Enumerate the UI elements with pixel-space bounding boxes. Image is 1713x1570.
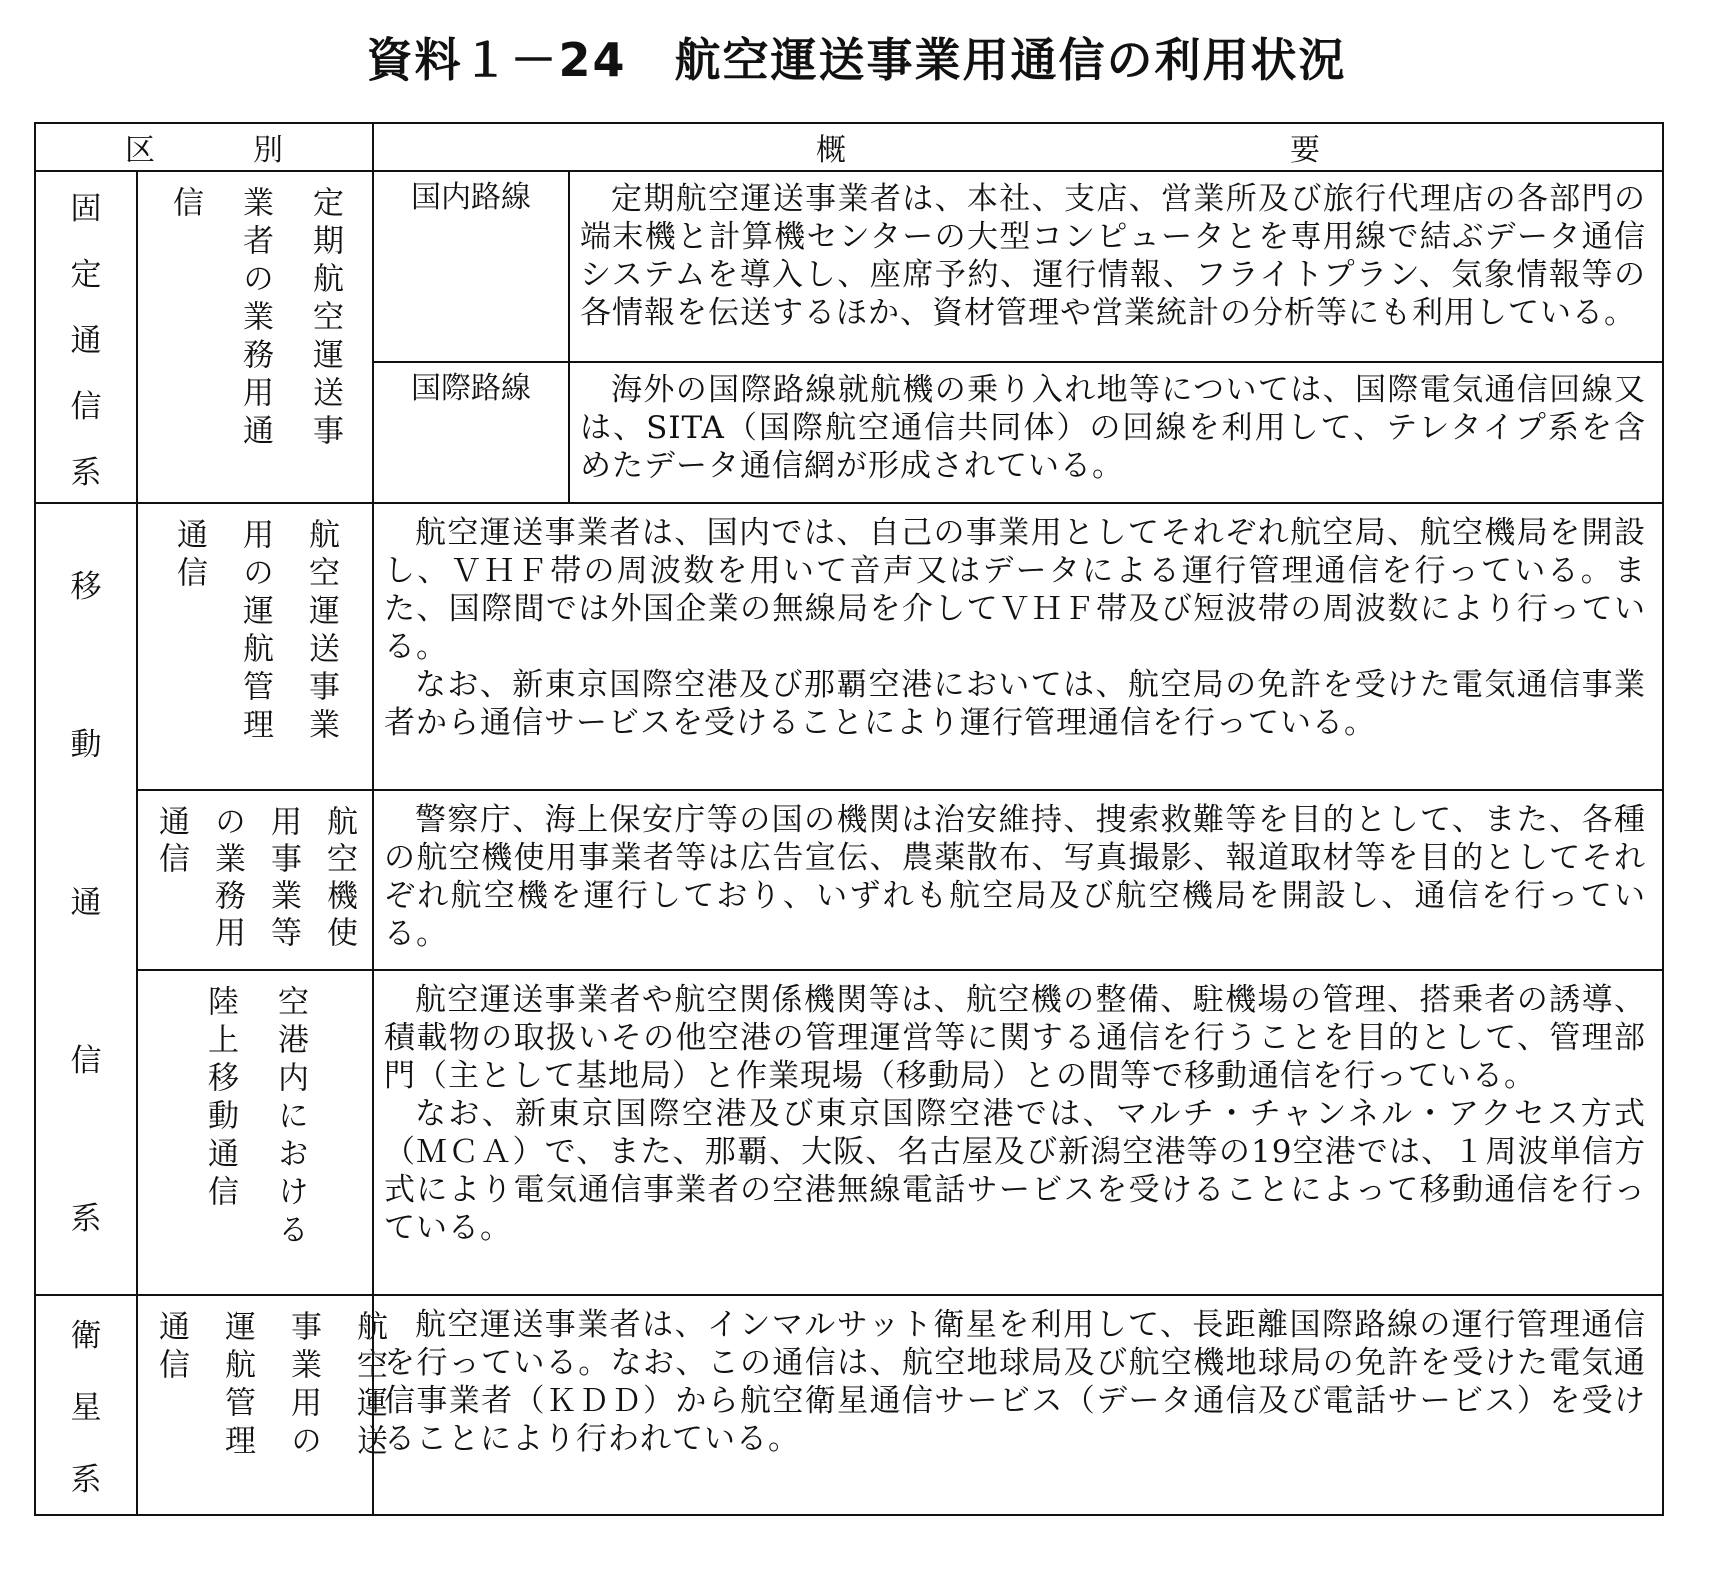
table-header-row bbox=[35, 123, 1663, 171]
description-ops bbox=[373, 503, 1663, 790]
header-kubun bbox=[35, 123, 373, 171]
category-char: 星 bbox=[70, 1389, 102, 1426]
header-gaiyo-char: 概 bbox=[816, 133, 846, 168]
subcategory-ops bbox=[137, 503, 373, 790]
table-row-satellite bbox=[35, 1295, 1663, 1515]
category-char: 系 bbox=[70, 1461, 102, 1498]
table-row-mobile-aerial bbox=[35, 790, 1663, 970]
header-gaiyo-char: 要 bbox=[1290, 133, 1320, 168]
description-text: 航空運送事業者は、国内では、自己の事業用としてそれぞれ航空局、航空機局を開設し、ＶＨＦ帯の周波数を用いて音声又はデータによる運行管理通信を行っている。また、国際間では外国企業の無線局を介してＶＨＦ帯及び短波帯の周波数により行っている。 bbox=[384, 515, 1646, 665]
route-label-domestic: 国内路線 bbox=[373, 171, 569, 362]
usage-table bbox=[34, 122, 1664, 1516]
subcategory-fixed bbox=[137, 171, 373, 503]
category-char: 移 bbox=[70, 568, 102, 605]
description-domestic bbox=[569, 171, 1663, 362]
subcategory-label: 航空機使用事業等の業務用通信 bbox=[153, 804, 357, 953]
subcategory-satellite bbox=[137, 1295, 387, 1515]
subcategory-airport bbox=[137, 970, 373, 1295]
description-aerial bbox=[373, 790, 1663, 970]
document-title: 資料１－24 航空運送事業用通信の利用状況 bbox=[366, 33, 1347, 87]
category-satellite bbox=[35, 1295, 137, 1515]
header-kubun-char: 別 bbox=[253, 133, 283, 168]
description-text: なお、新東京国際空港及び那覇空港においては、航空局の免許を受けた電気通信事業者から通信サービスを受けることにより運行管理通信を行っている。 bbox=[384, 667, 1646, 741]
table-row-mobile-airport bbox=[35, 970, 1663, 1295]
description-airport bbox=[373, 970, 1663, 1295]
description-text: なお、新東京国際空港及び東京国際空港では、マルチ・チャンネル・アクセス方式（ＭＣＡ）で、また、那覇、大阪、名古屋及び新潟空港等の19空港では、１周波単信方式により電気通信事業者の空港無線電話サービスを受けることによって移動通信を行っている。 bbox=[384, 1096, 1646, 1247]
category-char: 系 bbox=[70, 1200, 102, 1237]
description-text: 航空運送事業者や航空関係機関等は、航空機の整備、駐機場の管理、搭乗者の誘導、積載物の取扱いその他空港の管理運営等に関する通信を行うことを目的として、管理部門（主として基地局）と作業現場（移動局）との間等で移動通信を行っている。 bbox=[384, 982, 1646, 1095]
subcategory-aerial bbox=[137, 790, 373, 970]
category-char: 衛 bbox=[70, 1317, 102, 1354]
subcategory-label: 航空運送事業用の運航管理通信 bbox=[171, 518, 339, 746]
subcategory-label: 航空運送事業用の運航管理通信 bbox=[153, 1310, 387, 1462]
table-row-fixed-domestic bbox=[35, 171, 1663, 362]
category-fixed bbox=[35, 171, 137, 503]
category-mobile bbox=[35, 503, 137, 1295]
description-text: 航空運送事業者は、インマルサット衛星を利用して、長距離国際路線の運行管理通信を行っている。なお、この通信は、航空地球局及び航空機地球局の免許を受けた電気通信事業者（ＫＤＤ）から航空衛星通信サービス（データ通信及び電話サービス）を受けることにより行われている。 bbox=[384, 1307, 1646, 1457]
description-international bbox=[569, 362, 1663, 503]
header-gaiyo bbox=[373, 123, 1663, 171]
category-char: 信 bbox=[70, 1042, 102, 1079]
header-kubun-char: 区 bbox=[125, 133, 155, 168]
category-char: 固 bbox=[70, 190, 102, 227]
table-row-mobile-ops bbox=[35, 503, 1663, 790]
category-char: 通 bbox=[70, 884, 102, 921]
subcategory-label: 空港内における陸上移動通信 bbox=[202, 985, 308, 1252]
route-label-international: 国際路線 bbox=[373, 362, 569, 503]
category-char: 系 bbox=[70, 454, 102, 491]
description-text: 海外の国際路線就航機の乗り入れ地等については、国際電気通信回線又は、SITA（国際航空通信共同体）の回線を利用して、テレタイプ系を含めたデータ通信網が形成されている。 bbox=[580, 372, 1646, 485]
category-char: 定 bbox=[70, 256, 102, 293]
description-text: 定期航空運送事業者は、本社、支店、営業所及び旅行代理店の各部門の端末機と計算機センターの大型コンピュータとを専用線で結ぶデータ通信システムを導入し、座席予約、運行情報、フライトプラン、気象情報等の各情報を伝送するほか、資材管理や営業統計の分析等にも利用している。 bbox=[580, 181, 1646, 331]
category-char: 通 bbox=[70, 322, 102, 359]
subcategory-label: 定期航空運送事業者の業務用通信 bbox=[167, 186, 343, 452]
description-text: 警察庁、海上保安庁等の国の機関は治安維持、捜索救難等を目的として、また、各種の航空機使用事業者等は広告宣伝、農薬散布、写真撮影、報道取材等を目的としてそれぞれ航空機を運行しており、いずれも航空局及び航空機局を開設し、通信を行っている。 bbox=[384, 801, 1646, 952]
category-char: 動 bbox=[70, 726, 102, 763]
category-char: 信 bbox=[70, 388, 102, 425]
description-satellite bbox=[373, 1295, 1663, 1515]
